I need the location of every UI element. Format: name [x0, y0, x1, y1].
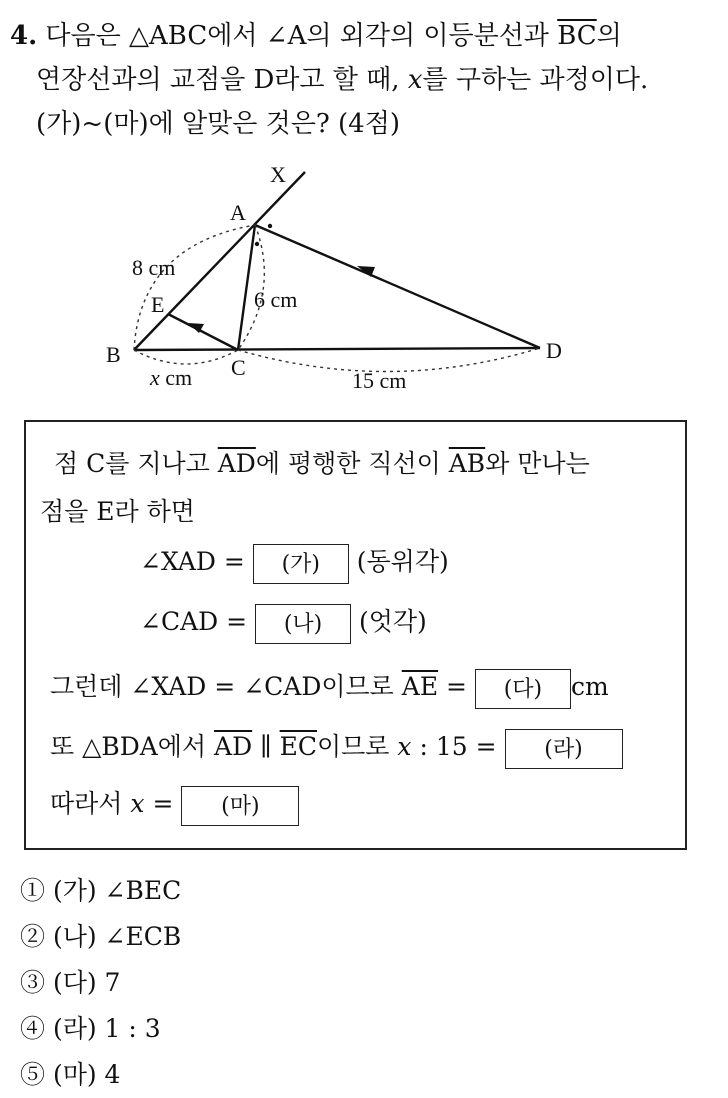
line-c-e: [168, 314, 238, 350]
angle-mark: [268, 224, 272, 228]
proof-text: 점 C를 지나고: [54, 449, 218, 478]
proof-line-3: [140, 542, 449, 584]
proof-text: : 15 =: [411, 732, 497, 761]
choice-1[interactable]: ① (가) ∠BEC: [20, 876, 182, 905]
choice-4[interactable]: ④ (라) 1 : 3: [20, 1014, 161, 1043]
proof-note: (엇각): [358, 607, 427, 636]
line-b-d: [134, 348, 540, 350]
proof-line-5: [50, 667, 609, 709]
segment-ae: $\overline{AE}$: [401, 672, 439, 701]
label-ab-length: 8 cm: [132, 255, 176, 280]
dimension-bc: [134, 350, 238, 364]
point-label-c: C: [231, 355, 246, 380]
proof-text: ∠CAD =: [140, 607, 248, 636]
proof-note: (동위각): [356, 547, 449, 576]
choice-5[interactable]: ⑤ (마) 4: [20, 1060, 121, 1089]
proof-text: =: [438, 672, 467, 701]
proof-line-6: [50, 727, 623, 769]
question-text-segment: 연장선과의 교점을 D라고 할 때,: [36, 65, 408, 95]
point-label-x: X: [270, 162, 286, 187]
variable-x: x: [397, 732, 412, 761]
question-text-segment: 다음은 △ABC에서 ∠A의 외각의 이등분선과: [45, 21, 558, 51]
question-text: [10, 14, 715, 146]
question-number: 4.: [10, 21, 38, 51]
segment-ad: $\overline{AD}$: [217, 449, 256, 478]
proof-text: 그런데 ∠XAD = ∠CAD이므로: [50, 672, 402, 701]
triangle-figure: [100, 150, 600, 400]
proof-text: 와 만나는: [485, 449, 590, 478]
question-line-3: (가)~(마)에 알맞은 것은? (4점): [36, 109, 400, 139]
blank-ga: (가): [253, 544, 349, 584]
proof-line-4: [140, 602, 427, 644]
proof-line-1: [54, 444, 590, 480]
question-text-segment: 를 구하는 과정이다.: [422, 65, 649, 95]
proof-text: 또 △BDA에서: [50, 732, 215, 761]
segment-ad: $\overline{AD}$: [214, 732, 253, 761]
blank-ma: (마): [181, 786, 299, 826]
parallel-symbol: ∥: [252, 732, 280, 761]
segment-bc: $\overline{BC}$: [557, 21, 597, 51]
question-line-1: [10, 14, 715, 58]
point-label-d: D: [546, 338, 562, 363]
proof-text: 에 평행한 직선이: [255, 449, 449, 478]
proof-text: 이므로: [317, 732, 398, 761]
side-ac: [238, 225, 255, 350]
choice-2[interactable]: ② (나) ∠ECB: [20, 922, 182, 951]
blank-da: (다): [475, 669, 571, 709]
proof-text: =: [144, 789, 174, 818]
question-line-2: [10, 58, 715, 102]
segment-ec: $\overline{EC}$: [279, 732, 317, 761]
proof-text: 따라서: [50, 789, 131, 818]
proof-line-2: 점을 E라 하면: [40, 497, 195, 526]
proof-unit: cm: [570, 672, 609, 701]
choice-3[interactable]: ③ (다) 7: [20, 968, 121, 997]
proof-text: ∠XAD =: [140, 547, 245, 576]
angle-mark: [255, 242, 259, 246]
point-label-a: A: [230, 200, 246, 225]
blank-na: (나): [255, 604, 351, 644]
label-bc-length: x cm: [150, 365, 193, 390]
label-cd-length: 15 cm: [352, 368, 407, 393]
proof-box: [24, 420, 687, 850]
segment-ab: $\overline{AB}$: [448, 449, 486, 478]
label-ac-length: 6 cm: [254, 287, 298, 312]
line-a-d: [255, 225, 540, 348]
blank-ra: (라): [505, 729, 623, 769]
variable-x: x: [407, 65, 423, 95]
answer-choices: [20, 868, 181, 1098]
point-label-e: E: [151, 292, 165, 317]
proof-line-7: [50, 784, 299, 826]
question-text-segment: 의: [596, 21, 622, 51]
point-label-b: B: [106, 342, 121, 367]
variable-x: x: [130, 789, 145, 818]
